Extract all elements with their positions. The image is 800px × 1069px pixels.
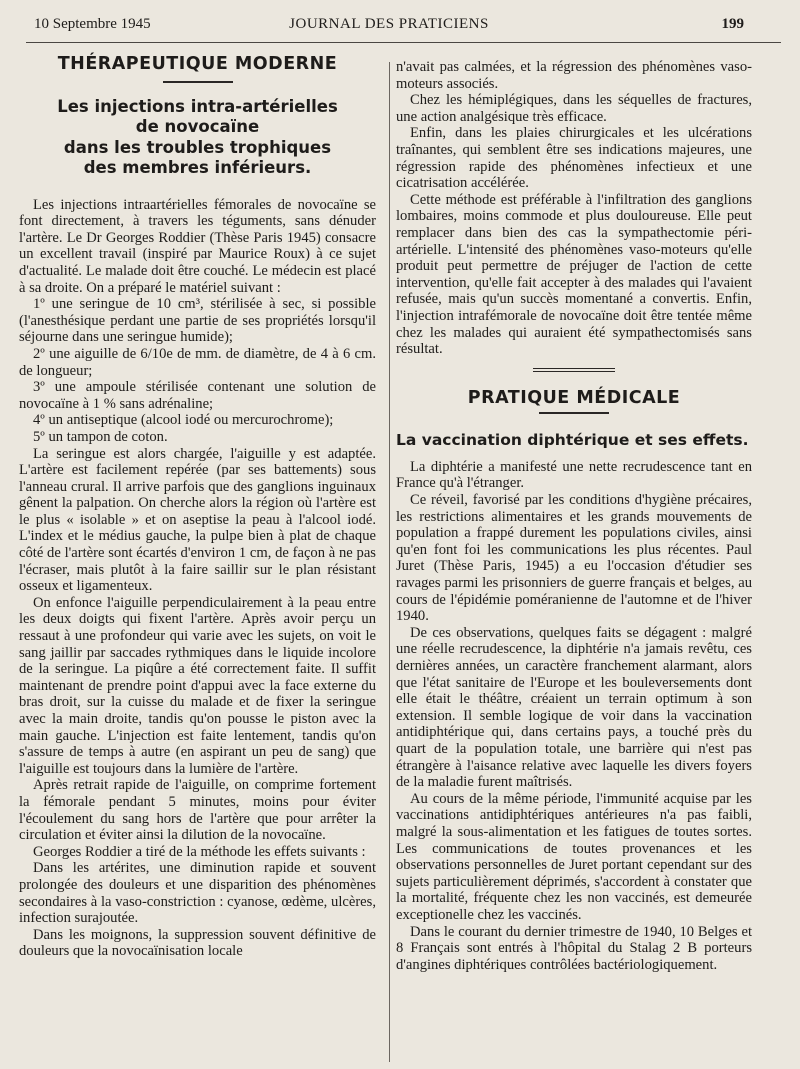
section-title-pratique: PRATIQUE MÉDICALE [467,387,681,408]
paragraph: n'avait pas calmées, et la régression des phénomènes vaso-moteurs associés. [396,59,752,92]
title-line: des membres inférieurs. [83,158,312,178]
paragraph: Ce réveil, favorisé par les conditions d'hygiène précaires, les restrictions alimentaires et les grands mouvements de population a frappé durement les populations civiles, ainsi qu'en font foi les communications les plus récentes. Paul Juret (Thèse Paris, 1945) a eu l'occasion d'étudier ses ravages parmi les prisonniers de guerre français et belges, au cours de l'épidémie poméranienne de l'automne et de l'hiver 1940. [396,492,752,625]
section-rule [163,81,233,83]
paragraph: Les injections intraartérielles fémorales de novocaïne se font directement, à travers les téguments, sans dénuder l'artère. Le Dr Georges Roddier (Thèse Paris 1945) consacre un excellent travail (inspiré par Maurice Roux) à ce sujet d'actualité. Le malade doit être couché. Le médecin est placé à sa droite. On a préparé le matériel suivant : [19,196,376,296]
paragraph: Dans le courant du dernier trimestre de 1940, 10 Belges et 8 Français sont entrés à l'hôpital du Stalag 2 B porteurs d'angines diphtériques contrôlées bactériologiquement. [396,923,752,973]
title-line: dans les troubles trophiques [63,137,332,157]
article-end-rule [533,368,615,372]
list-item: 1º une seringue de 10 cm³, stérilisée à sec, si possible (l'anesthésique perdant une partie de ses propriétés lorsqu'il séjourne dans une seringue humide); [19,296,376,346]
section-title-therapeutique: THÉRAPEUTIQUE MODERNE [57,54,338,74]
paragraph: De ces observations, quelques faits se dégagent : malgré une réelle recrudescence, la diphtérie n'a jamais revêtu, ces dernières années, un caractère franchement alarmant, alors que l'état sanitaire de l'Europe et les bouleversements dont elle était le théâtre, créaient un terrain optimum à son extension. Il semble logique de voir dans la vaccination antidiphtérique qui, dans certains pays, a touché près du quart de la population totale, une barrière qui n'est pas étrangère à l'aisance relative avec laquelle les divers foyers de la maladie furent maîtrisés. [396,624,752,791]
header-journal-title: JOURNAL DES PRATICIENS [289,16,489,32]
paragraph: Cette méthode est préférable à l'infiltration des ganglions lombaires, moins commode et plus douloureuse. Elle peut remplacer dans bien des cas la sympathectomie péri-artérielle. L'intensité des phénomènes vaso-moteurs qu'elle produit peut permettre de préjuger de l'action de cette intervention, qu'elle fait accepter à des malades qui l'avaient refusée, mais qu'un succès momentané a convertis. Enfin, l'injection intrafémorale de novocaïne doit être tentée même chez les malades qui auraient été sympathectomisés sans résultat. [396,191,752,358]
list-item: 4º un antiseptique (alcool iodé ou mercurochrome); [33,412,334,429]
paragraph: Enfin, dans les plaies chirurgicales et les ulcérations traînantes, qui semblent être ses indications majeures, une régression rapide des phénomènes infectieux et une cicatrisation accélérée. [396,125,752,192]
header-rule [26,42,781,43]
paragraph: Dans les artérites, une diminution rapide et souvent prolongée des douleurs et une disparition des phénomènes secondaires à la vaso-constriction : cyanose, œdème, ulcères, infection surajoutée. [19,860,376,927]
title-line: Les injections intra-artérielles [57,96,338,116]
list-item: 2º une aiguille de 6/10e de mm. de diamètre, de 4 à 6 cm. de longueur; [19,345,376,379]
paragraph: Au cours de la même période, l'immunité acquise par les vaccinations antidiphtériques antérieures n'a pas faibli, malgré la sous-alimentation et les fatigues de toutes sortes. Les communications de toutes provenances et les observations personnelles de Juret portant cependant sur des sujets particulièrement déprimés, s'accordent à constater que la mortalité, fréquente chez les non vaccinés, est demeurée exceptionelle chez les vaccinés. [396,790,752,923]
paragraph: Georges Roddier a tiré de la méthode les effets suivants : [33,843,366,860]
running-header [34,16,744,36]
left-column [19,56,376,960]
article-title-injections [19,97,376,179]
paragraph: La seringue est alors chargée, l'aiguille y est adaptée. L'artère est facilement repérée (par ses battements) sous l'anneau crural. Il arrive parfois que des ganglions inguinaux gênent la palpation. On cherche alors la région où l'artère est le plus « isolable » et on aseptise la peau à l'alcool iodé. L'index et le médius gauche, la pulpe bien à plat de chaque côté de l'artère sont écartés d'environ 1 cm, de façon à ne pas l'écraser, mais plutôt à la faire saillir sur le plan résistant osseux et ligamenteux. [19,445,376,595]
paragraph: On enfonce l'aiguille perpendiculairement à la peau entre les deux doigts qui fixent l'artère. Après avoir perçu un ressaut à une profondeur qui varie avec les sujets, on voit le sang jaillir par saccades rythmiques dans le liquide incolore de la seringue. La piqûre a été correctement faite. Il suffit maintenant de prendre point d'appui avec la face externe du bras droit, sur la cuisse du malade et de fixer la seringue avec la main droite, tandis qu'on pousse le piston avec la main gauche. L'injection est faite lentement, tandis qu'on s'assure de temps à autre (en aspirant un peu de sang) que l'aiguille est toujours dans la lumière de l'artère. [19,594,376,777]
column-divider [389,62,390,1062]
article-title-vaccination: La vaccination diphtérique et ses effets. [396,431,749,450]
paragraph: La diphtérie a manifesté une nette recrudescence tant en France qu'à l'étranger. [396,458,752,492]
section-rule [539,412,609,414]
right-column [396,59,752,973]
paragraph: Chez les hémiplégiques, dans les séquelles de fractures, une action analgésique très efficace. [396,92,752,125]
header-date: 10 Septembre 1945 [34,16,151,32]
title-line: de novocaïne [135,117,260,137]
list-item: 3º une ampoule stérilisée contenant une solution de novocaïne à 1 % sans adrénaline; [19,379,376,412]
list-item: 5º un tampon de coton. [33,428,168,445]
paragraph: Dans les moignons, la suppression souvent définitive de douleurs que la novocaïnisation locale [19,926,376,960]
header-page-number: 199 [721,16,744,32]
paragraph: Après retrait rapide de l'aiguille, on comprime fortement la fémorale pendant 5 minutes, moins pour éviter l'écoulement du sang hors de l'artère que pour arrêter la circulation et éviter ainsi la dilution de la novocaïne. [19,777,376,844]
section-pratique-medicale [396,387,752,974]
